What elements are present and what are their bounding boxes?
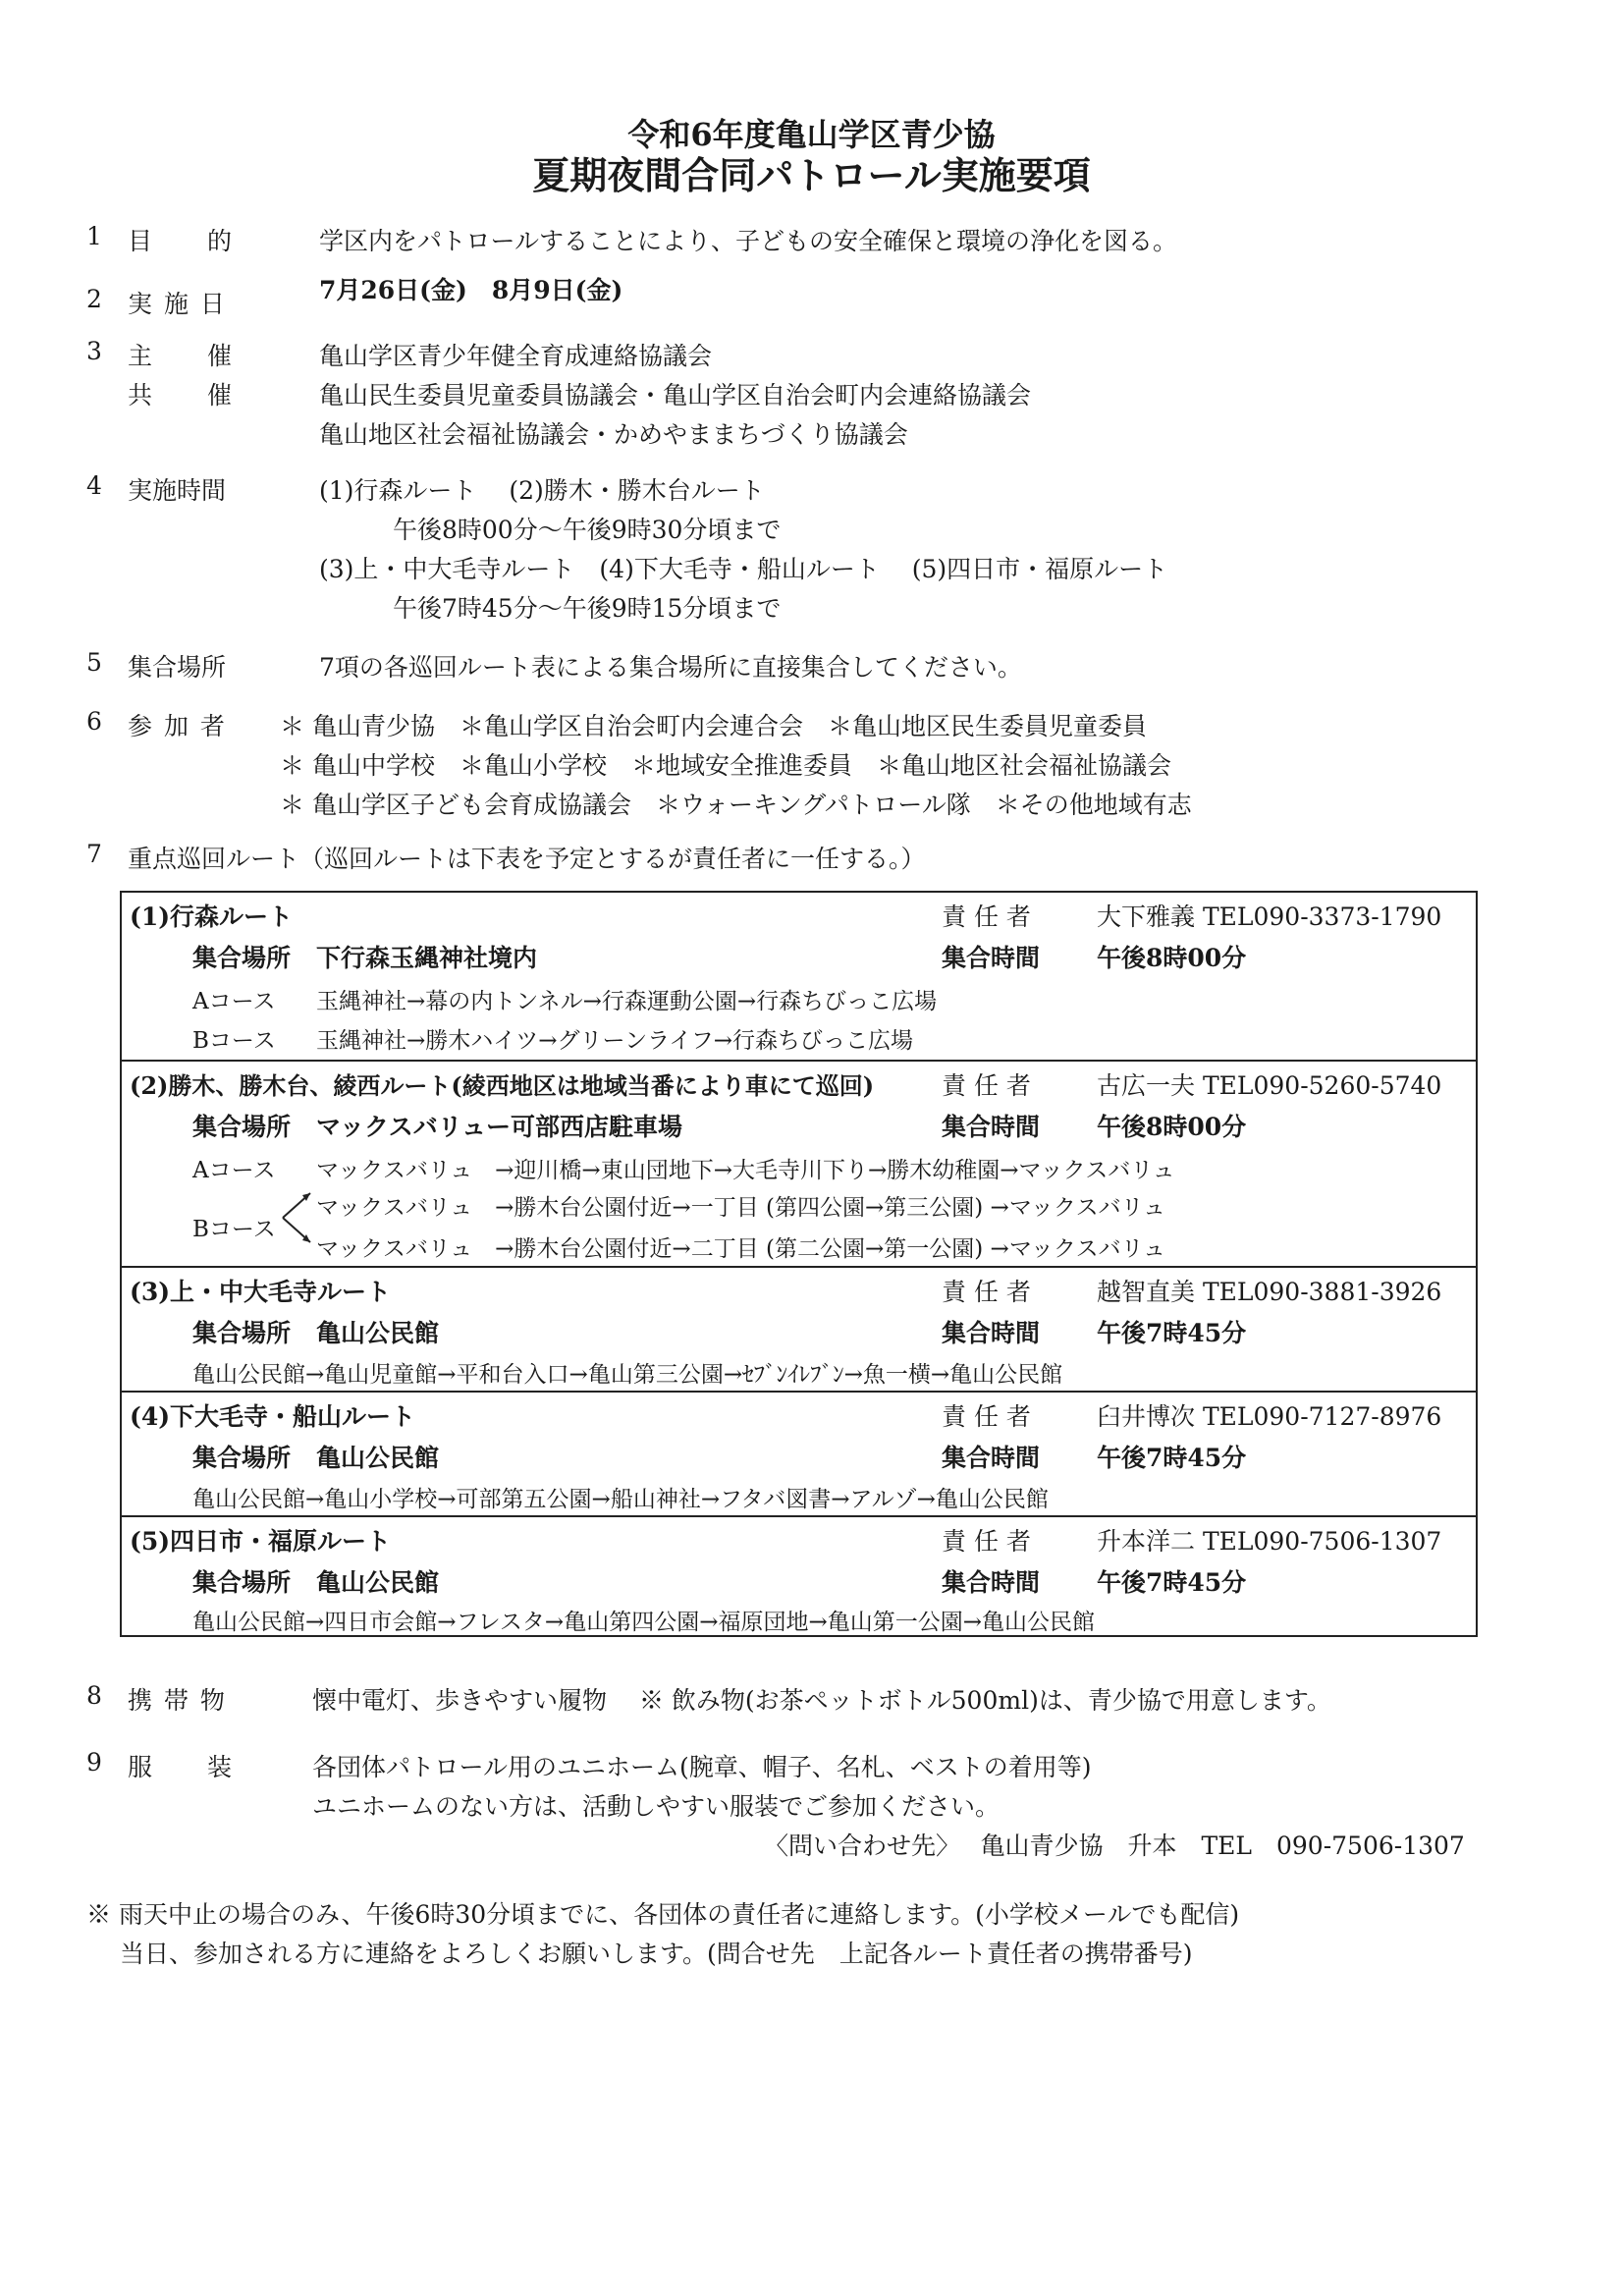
item-text: 懐中電灯、歩きやすい履物 ※ 飲み物(お茶ペットボトル500ml)は、青少協で用意します。 bbox=[312, 1686, 1331, 1715]
course-label: Aコース bbox=[192, 1158, 276, 1183]
contact-info: 〈問い合わせ先〉 亀山青少協 升本 TEL 090-7506-1307 bbox=[764, 1831, 1465, 1860]
route-leader: 越智直美 TEL090-3881-3926 bbox=[1097, 1278, 1442, 1306]
clothing-line: 各団体パトロール用のユニホーム(腕章、帽子、名札、ベストの着用等) bbox=[312, 1753, 1092, 1781]
course-path: 玉縄神社→勝木ハイツ→グリーンライフ→行森ちびっこ広場 bbox=[316, 1028, 913, 1054]
route-name: (5)四日市・福原ルート bbox=[130, 1527, 392, 1556]
time-range-1: 午後8時00分～午後9時30分頃まで bbox=[393, 516, 782, 544]
item-label: 携 帯 物 bbox=[128, 1686, 227, 1715]
item-label: 実 施 日 bbox=[128, 290, 227, 318]
route-leader: 升本洋二 TEL090-7506-1307 bbox=[1097, 1527, 1442, 1556]
time-label: 集合時間 bbox=[942, 1568, 1041, 1597]
cohost-line: 亀山民生委員児童委員協議会・亀山学区自治会町内会連絡協議会 bbox=[319, 381, 1032, 410]
item-label-host: 主 催 bbox=[128, 342, 235, 370]
item-number: 4 bbox=[86, 471, 102, 500]
item-number: 5 bbox=[86, 648, 102, 677]
item-text: 学区内をパトロールすることにより、子どもの安全確保と環境の浄化を図る。 bbox=[319, 227, 1178, 255]
item-label: 集合場所 bbox=[128, 653, 227, 682]
item-number: 9 bbox=[86, 1748, 102, 1777]
course-path: マックスバリュ →迎川橋→東山団地下→大毛寺川下り→勝木幼稚園→マックスバリュ bbox=[316, 1158, 1175, 1183]
contact-note: 当日、参加される方に連絡をよろしくお願いします。(問合せ先 上記各ルート責任者の携帯番号) bbox=[120, 1940, 1193, 1968]
organizer-line: 亀山学区青少年健全育成連絡協議会 bbox=[319, 342, 713, 370]
time-label: 集合時間 bbox=[942, 944, 1041, 972]
time-label: 集合時間 bbox=[942, 1113, 1041, 1141]
routes-table bbox=[120, 891, 1478, 1637]
route-time: 午後8時00分 bbox=[1097, 1113, 1247, 1141]
route-leader: 臼井博次 TEL090-7127-8976 bbox=[1097, 1402, 1442, 1431]
document-subtitle: 夏期夜間合同パトロール実施要項 bbox=[532, 153, 1091, 197]
document-title: 令和6年度亀山学区青少協 bbox=[627, 116, 996, 153]
item-number: 6 bbox=[86, 707, 102, 736]
clothing-line: ユニホームのない方は、活動しやすい服装でご参加ください。 bbox=[312, 1792, 1001, 1821]
route-name: (2)勝木、勝木台、綾西ルート(綾西地区は地域当番により車にて巡回) bbox=[130, 1071, 875, 1100]
item-number: 7 bbox=[86, 840, 102, 868]
route-block-5 bbox=[122, 1515, 1476, 1637]
route-leader: 古広一夫 TEL090-5260-5740 bbox=[1097, 1071, 1442, 1100]
time-range-2: 午後7時45分～午後9時15分頃まで bbox=[393, 594, 782, 623]
route-place: 亀山公民館 bbox=[316, 1568, 440, 1597]
leader-label: 責 任 者 bbox=[942, 1527, 1031, 1556]
leader-label: 責 任 者 bbox=[942, 1278, 1031, 1306]
item-label: 実施時間 bbox=[128, 476, 227, 505]
route-name: (1)行森ルート bbox=[130, 902, 294, 931]
route-place: 下行森玉縄神社境内 bbox=[316, 944, 538, 972]
course-label: Bコース bbox=[192, 1217, 276, 1242]
item-number: 8 bbox=[86, 1681, 102, 1710]
item-label: 参 加 者 bbox=[128, 712, 227, 740]
event-dates: 7月26日(金) 8月9日(金) bbox=[319, 276, 623, 304]
time-label: 集合時間 bbox=[942, 1319, 1041, 1347]
course-path: 玉縄神社→幕の内トンネル→行森運動公園→行森ちびっこ広場 bbox=[316, 989, 938, 1014]
route-time: 午後7時45分 bbox=[1097, 1444, 1247, 1472]
route-name: (3)上・中大毛寺ルート bbox=[130, 1278, 392, 1306]
route-block-2 bbox=[122, 1060, 1476, 1266]
course-path: 亀山公民館→亀山児童館→平和台入口→亀山第三公園→ｾﾌﾞﾝｲﾚﾌﾞﾝ→魚一横→亀山公民館 bbox=[192, 1362, 1063, 1388]
item-number: 1 bbox=[86, 222, 102, 250]
place-label: 集合場所 bbox=[192, 1568, 292, 1597]
course-path: 亀山公民館→亀山小学校→可部第五公園→船山神社→フタバ図書→アルゾ→亀山公民館 bbox=[192, 1487, 1049, 1512]
course-label: Bコース bbox=[192, 1028, 276, 1054]
course-path: 亀山公民館→四日市会館→フレスタ→亀山第四公園→福原団地→亀山第一公園→亀山公民館 bbox=[192, 1610, 1096, 1635]
rain-note: ※ 雨天中止の場合のみ、午後6時30分頃までに、各団体の責任者に連絡します。(小学校メールでも配信) bbox=[86, 1900, 1240, 1929]
route-leader: 大下雅義 TEL090-3373-1790 bbox=[1097, 902, 1442, 931]
item-label: 服 装 bbox=[128, 1753, 235, 1781]
route-place: 亀山公民館 bbox=[316, 1444, 440, 1472]
course-label: Aコース bbox=[192, 989, 276, 1014]
item-number: 3 bbox=[86, 337, 102, 365]
route-place: マックスバリュー可部西店駐車場 bbox=[316, 1113, 683, 1141]
route-block-4 bbox=[122, 1391, 1476, 1515]
route-place: 亀山公民館 bbox=[316, 1319, 440, 1347]
place-label: 集合場所 bbox=[192, 1444, 292, 1472]
item-label-cohost: 共 催 bbox=[128, 381, 235, 410]
time-routes-1: (1)行森ルート (2)勝木・勝木台ルート bbox=[319, 476, 765, 505]
time-label: 集合時間 bbox=[942, 1444, 1041, 1472]
route-time: 午後7時45分 bbox=[1097, 1568, 1247, 1597]
participants-line: ＊ 亀山学区子ども会育成協議会 ＊ウォーキングパトロール隊 ＊その他地域有志 bbox=[280, 791, 1192, 819]
item-label: 目 的 bbox=[128, 227, 235, 255]
cohost-line: 亀山地区社会福祉協議会・かめやままちづくり協議会 bbox=[319, 420, 908, 449]
route-time: 午後8時00分 bbox=[1097, 944, 1247, 972]
participants-line: ＊ 亀山青少協 ＊亀山学区自治会町内会連合会 ＊亀山地区民生委員児童委員 bbox=[280, 712, 1147, 740]
routes-heading-text: 重点巡回ルート（巡回ルートは下表を予定とするが責任者に一任する。） bbox=[128, 845, 926, 873]
item-number: 2 bbox=[86, 285, 102, 313]
place-label: 集合場所 bbox=[192, 1319, 292, 1347]
leader-label: 責 任 者 bbox=[942, 1402, 1031, 1431]
participants-line: ＊ 亀山中学校 ＊亀山小学校 ＊地域安全推進委員 ＊亀山地区社会福祉協議会 bbox=[280, 751, 1171, 780]
branch-arrow-icon bbox=[281, 1187, 316, 1248]
course-path: マックスバリュ →勝木台公園付近→一丁目 (第四公園→第三公園) →マックスバリュ bbox=[316, 1195, 1165, 1221]
route-block-1 bbox=[122, 893, 1476, 1060]
item-text: 7項の各巡回ルート表による集合場所に直接集合してください。 bbox=[319, 653, 1022, 682]
route-time: 午後7時45分 bbox=[1097, 1319, 1247, 1347]
place-label: 集合場所 bbox=[192, 944, 292, 972]
course-path: マックスバリュ →勝木台公園付近→二丁目 (第二公園→第一公園) →マックスバリュ bbox=[316, 1236, 1165, 1262]
route-block-3 bbox=[122, 1266, 1476, 1391]
leader-label: 責 任 者 bbox=[942, 902, 1031, 931]
leader-label: 責 任 者 bbox=[942, 1071, 1031, 1100]
place-label: 集合場所 bbox=[192, 1113, 292, 1141]
time-routes-2: (3)上・中大毛寺ルート (4)下大毛寺・船山ルート (5)四日市・福原ルート bbox=[319, 555, 1168, 583]
route-name: (4)下大毛寺・船山ルート bbox=[130, 1402, 416, 1431]
